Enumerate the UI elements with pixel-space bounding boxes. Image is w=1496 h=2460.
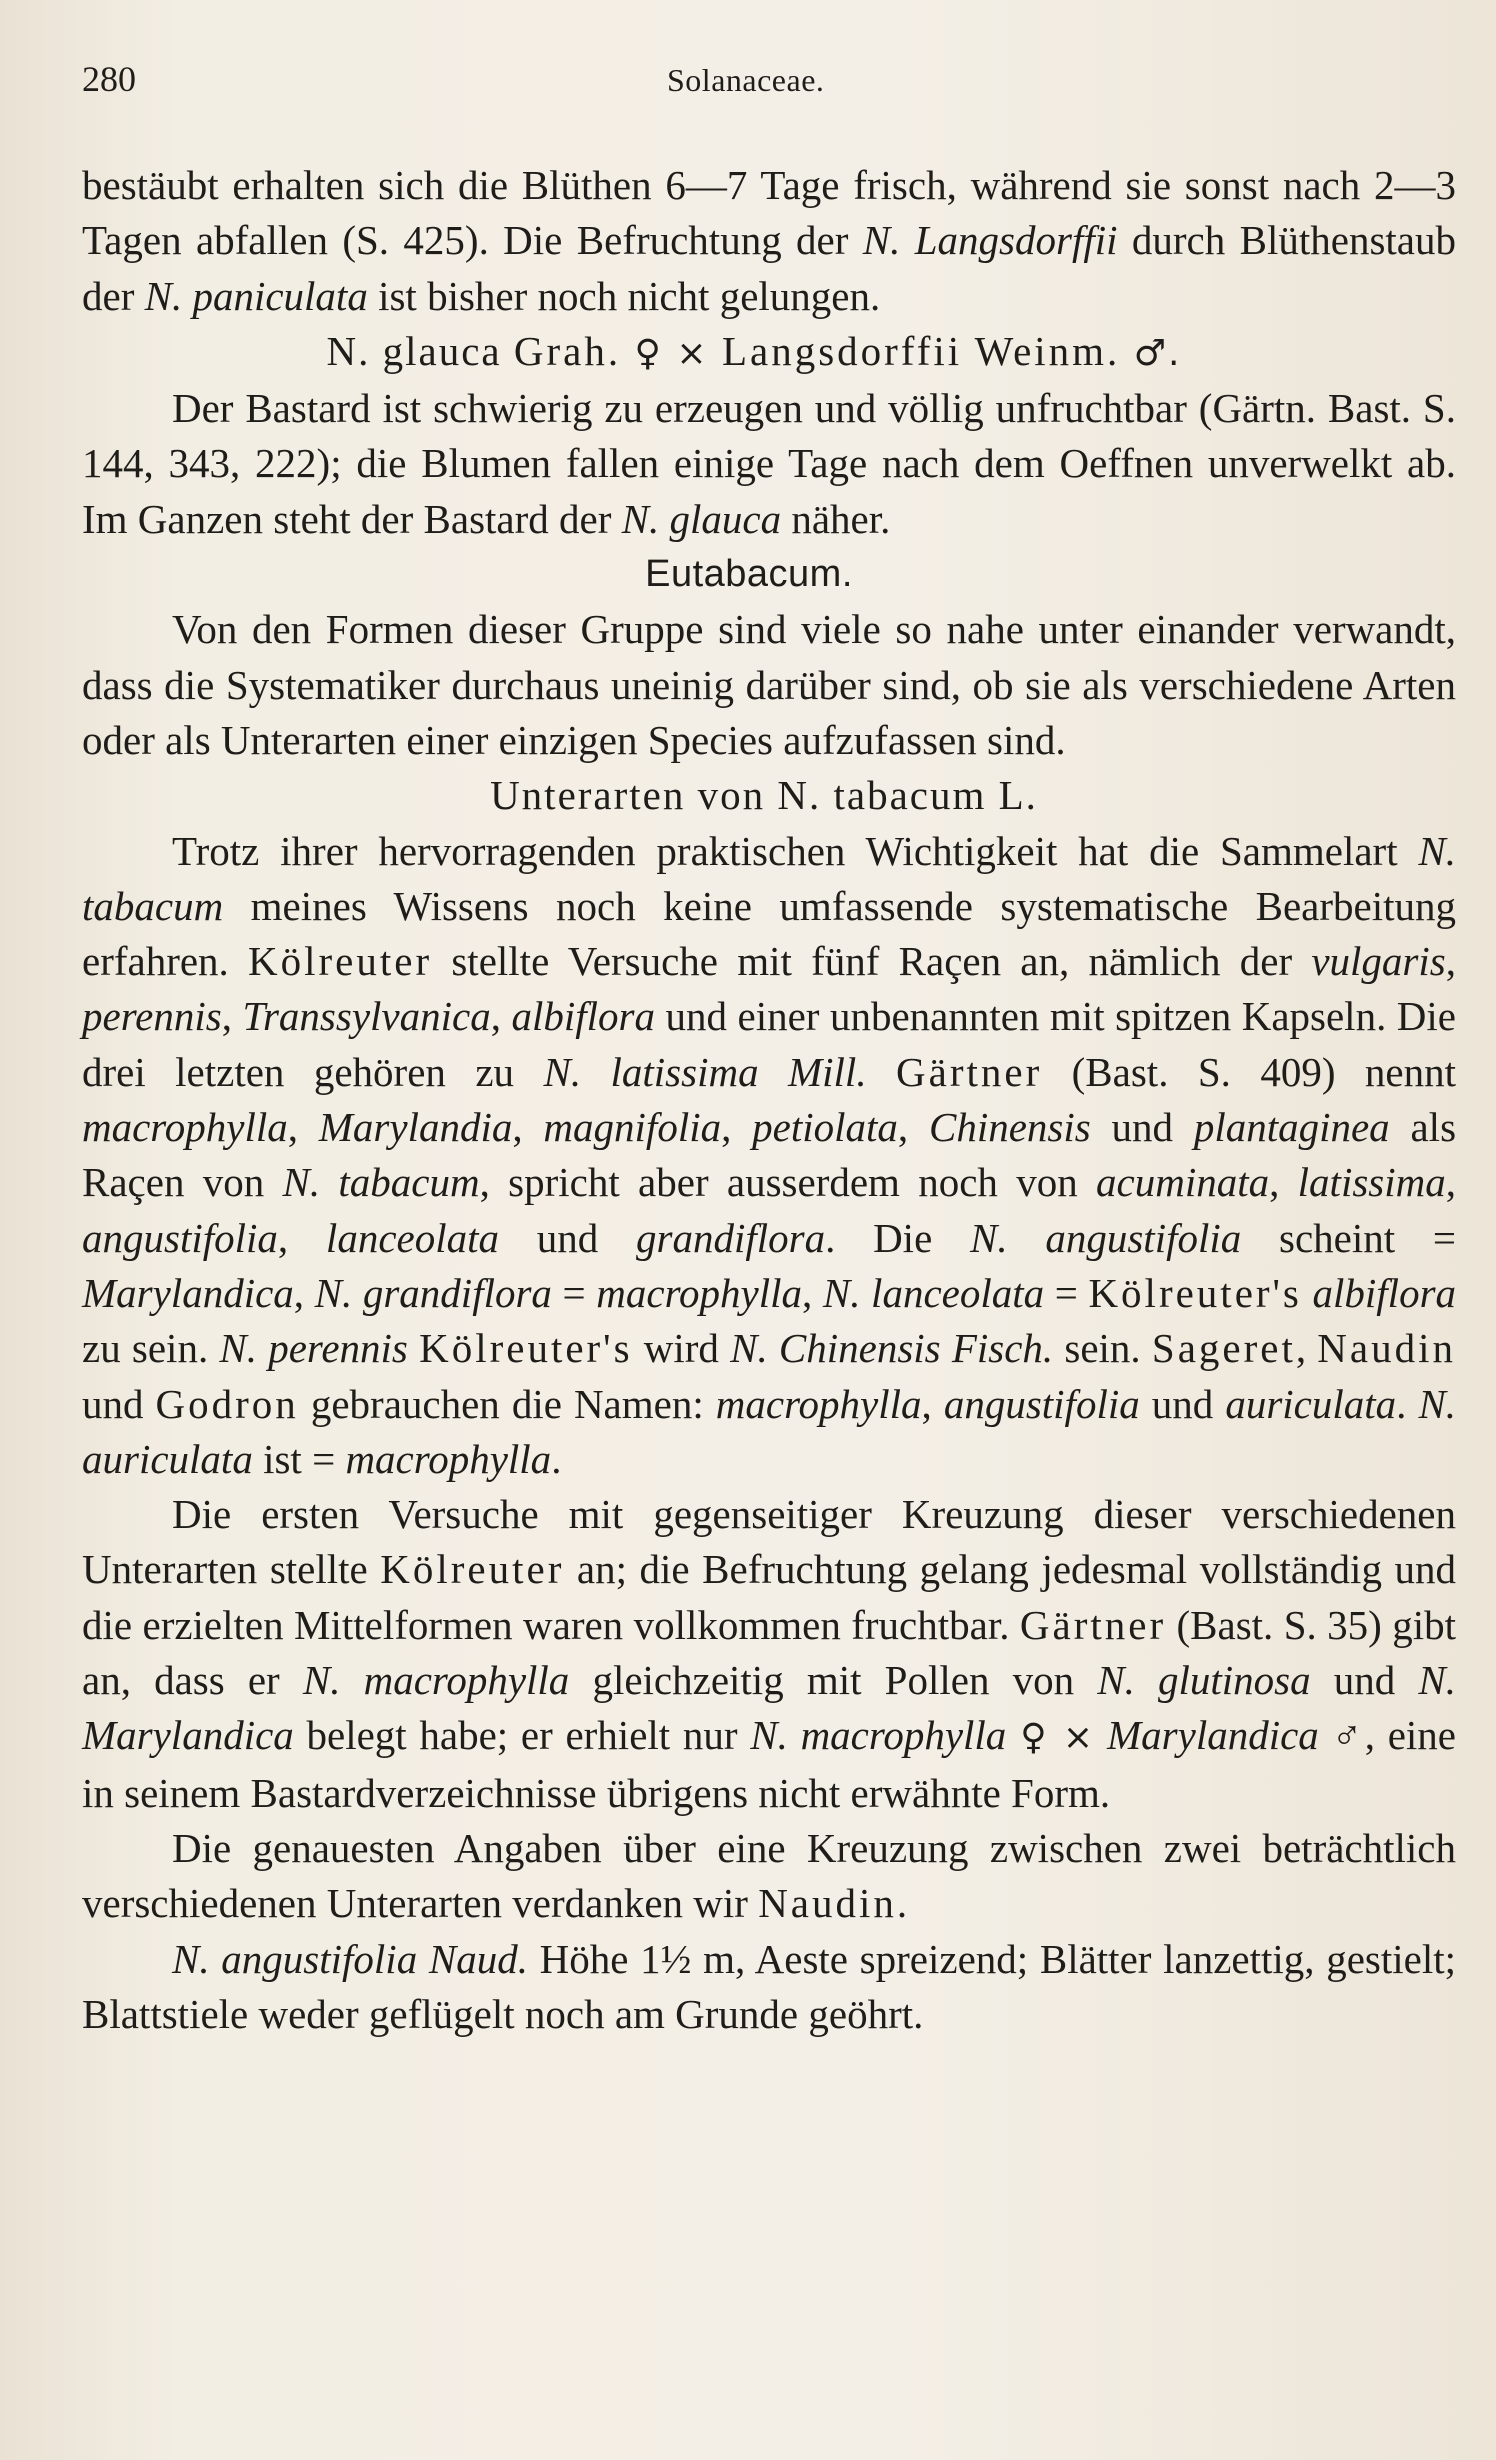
text bbox=[408, 1325, 419, 1371]
variety-name: angustifolia bbox=[943, 1380, 1140, 1427]
paragraph-eutabacum: Von den Formen dieser Gruppe sind viele so nahe unter einander verwandt, dass die Systematiker durchaus uneinig darüber sind, ob sie als verschiedene Arten oder als Unterarten einer einzigen Species aufzufassen sind. bbox=[82, 606, 1456, 763]
text: meines Wissens noch keine umfassende systematische Bearbeitung erfahren. bbox=[82, 882, 1456, 985]
text: . bbox=[896, 1880, 908, 1927]
text: sein. bbox=[1053, 1325, 1152, 1372]
species-name: N. macrophylla bbox=[750, 1712, 1007, 1759]
author-name: Naudin bbox=[758, 1880, 897, 1927]
text: , bbox=[921, 1380, 944, 1427]
text: , bbox=[1445, 938, 1456, 985]
author-name: Kölreuter's bbox=[1088, 1269, 1302, 1316]
author-name: Gärtner bbox=[896, 1048, 1043, 1095]
cross-heading bbox=[82, 324, 1456, 381]
variety-name: magnifolia bbox=[543, 1104, 722, 1151]
variety-name: lanceolata bbox=[325, 1214, 499, 1261]
text: N. glauca bbox=[326, 327, 514, 374]
text: an; die Befruchtung gelang jedesmal vollständig und die erzielten Mittelformen waren vollkommen fruchtbar. bbox=[82, 1546, 1456, 1648]
text: = bbox=[551, 1269, 597, 1316]
text: , spricht aber ausserdem noch von bbox=[479, 1159, 1097, 1206]
species-name: N. tabacum bbox=[82, 827, 1456, 929]
variety-name: vulgaris bbox=[1311, 938, 1446, 985]
species-name: N. Marylandica bbox=[82, 1657, 1457, 1759]
text: wird bbox=[632, 1325, 731, 1372]
species-author: Langsdorffii Weinm. bbox=[721, 327, 1121, 374]
author-name: Gärtner bbox=[1019, 1601, 1167, 1648]
variety-name: macrophylla bbox=[596, 1269, 802, 1316]
variety-name: perennis bbox=[82, 993, 222, 1040]
species-name: N. glauca bbox=[621, 495, 782, 542]
text: (Bast. S. 35) gibt an, dass er bbox=[82, 1601, 1456, 1704]
paragraph-kreuzung bbox=[82, 1487, 1456, 1821]
text: = bbox=[1044, 1269, 1089, 1316]
variety-name: macrophylla bbox=[82, 1104, 288, 1151]
male-symbol: ♂. bbox=[1120, 332, 1182, 374]
cross-symbol: ♀ × bbox=[621, 332, 722, 374]
text: scheint = bbox=[1241, 1214, 1457, 1261]
variety-name: macrophylla bbox=[345, 1435, 552, 1482]
species-name: N. grandiflora bbox=[314, 1269, 552, 1316]
text: bestäubt erhalten sich die Blüthen 6—7 Tage frisch, während sie sonst nach 2—3 Tagen abfallen (S. 425). Die Befruchtung der bbox=[82, 162, 1456, 264]
text: belegt habe; er erhielt nur bbox=[293, 1712, 751, 1759]
text: , bbox=[1295, 1325, 1318, 1372]
paragraph-continuation bbox=[82, 158, 1456, 324]
text bbox=[1302, 1270, 1313, 1316]
species-name: N. latissima Mill. bbox=[543, 1048, 867, 1095]
variety-name: Marylandica bbox=[1107, 1712, 1319, 1759]
author-name: Sageret bbox=[1151, 1325, 1296, 1372]
variety-name: latissima bbox=[1297, 1159, 1446, 1206]
author-name: Grah. bbox=[513, 327, 622, 374]
text: zu sein. bbox=[82, 1325, 220, 1372]
author-name: Kölreuter bbox=[380, 1546, 565, 1593]
variety-name: macrophylla bbox=[715, 1380, 922, 1427]
text: , bbox=[277, 1214, 326, 1261]
text: , bbox=[293, 1269, 315, 1316]
species-name: N. Chinensis Fisch. bbox=[730, 1325, 1054, 1372]
text: und bbox=[1139, 1380, 1226, 1427]
section-heading-unterarten: Unterarten von N. tabacum L. bbox=[490, 772, 1038, 819]
species-name: N. angustifolia Naud. bbox=[172, 1935, 528, 1982]
section-heading-eutabacum: Eutabacum. bbox=[645, 553, 853, 596]
text: und bbox=[1310, 1657, 1419, 1704]
text: , bbox=[490, 993, 512, 1040]
text: gleichzeitig mit Pollen von bbox=[569, 1657, 1098, 1704]
variety-name: Chinensis bbox=[928, 1104, 1091, 1151]
cross-symbol: ♀ × bbox=[1006, 1717, 1108, 1759]
text: ♂, eine in seinem Bastardverzeichnisse übrigens nicht erwähnte Form. bbox=[82, 1712, 1456, 1816]
author-name: Kölreuter bbox=[248, 938, 433, 985]
variety-name: albiflora bbox=[1312, 1269, 1457, 1316]
variety-name: Marylandica bbox=[82, 1269, 294, 1316]
species-name: N. lanceolata bbox=[822, 1269, 1045, 1316]
text: . bbox=[551, 1435, 562, 1482]
species-name: N. angustifolia bbox=[970, 1214, 1242, 1261]
paragraph-bastard bbox=[82, 381, 1456, 547]
text: durch Blüthenstaub der bbox=[82, 217, 1456, 319]
variety-name: auriculata bbox=[1225, 1380, 1397, 1427]
variety-name: Transsylvanica bbox=[242, 993, 491, 1040]
text: näher. bbox=[781, 495, 891, 542]
species-name: N. perennis bbox=[219, 1325, 408, 1372]
paragraph-angustifolia bbox=[82, 1932, 1456, 2043]
page-header bbox=[82, 58, 1456, 118]
text: stellte Versuche mit fünf Raçen an, nämlich der bbox=[432, 938, 1312, 985]
variety-name: acuminata bbox=[1096, 1159, 1270, 1206]
text: , bbox=[221, 993, 243, 1040]
text: , bbox=[1269, 1159, 1298, 1206]
text: Der Bastard ist schwierig zu erzeugen und völlig unfruchtbar (Gärtn. Bast. S. 144, 343, 222); die Blumen fallen einige Tage nach dem Oeffnen unverwelkt ab. Im Ganzen steht der Bastard der bbox=[82, 385, 1456, 542]
text: , bbox=[1445, 1159, 1456, 1206]
species-name: N. tabacum bbox=[282, 1159, 480, 1206]
text: ist bisher noch nicht gelungen. bbox=[367, 272, 881, 319]
text: (Bast. S. 409) nennt bbox=[1042, 1048, 1457, 1095]
species-name: N. auriculata bbox=[82, 1380, 1457, 1482]
text: . Die bbox=[825, 1214, 971, 1261]
author-name: Naudin bbox=[1317, 1325, 1456, 1372]
variety-name: grandiflora bbox=[635, 1214, 826, 1261]
text: Trotz ihrer hervorragenden praktischen Wichtigkeit hat die Sammelart bbox=[172, 827, 1419, 874]
text: , bbox=[287, 1104, 319, 1151]
variety-name: Marylandia bbox=[318, 1104, 513, 1151]
text bbox=[867, 1049, 896, 1095]
text: , bbox=[897, 1104, 929, 1151]
text: gebrauchen die Namen: bbox=[298, 1380, 716, 1427]
paragraph-unterarten bbox=[82, 824, 1456, 1488]
running-head: Solanaceae. bbox=[667, 62, 825, 98]
paragraph-naudin bbox=[82, 1821, 1456, 1932]
text: und bbox=[499, 1214, 636, 1261]
text: , bbox=[721, 1104, 753, 1151]
text: ist = bbox=[252, 1435, 346, 1482]
variety-name: albiflora bbox=[511, 993, 656, 1040]
text: und bbox=[1090, 1104, 1194, 1151]
text: Die genauesten Angaben über eine Kreuzung zwischen zwei beträchtlich verschiedenen Unterarten verdanken wir bbox=[82, 1824, 1456, 1927]
species-name: N. paniculata bbox=[144, 272, 368, 319]
text: als Raçen von bbox=[82, 1104, 1457, 1206]
variety-name: angustifolia bbox=[82, 1214, 278, 1261]
species-name: N. glutinosa bbox=[1097, 1657, 1311, 1704]
body-text bbox=[82, 158, 1456, 2042]
text: und einer unbenannten mit spitzen Kapseln. Die drei letzten gehören zu bbox=[82, 993, 1457, 1095]
species-name: N. macrophylla bbox=[302, 1657, 570, 1704]
species-name: N. Langsdorffii bbox=[862, 217, 1118, 264]
text: , bbox=[512, 1104, 544, 1151]
text: Die ersten Versuche mit gegenseitiger Kreuzung dieser verschiedenen Unterarten stellte bbox=[82, 1491, 1456, 1593]
variety-name: plantaginea bbox=[1193, 1104, 1390, 1151]
text: . bbox=[1396, 1380, 1419, 1427]
text: und bbox=[82, 1380, 156, 1427]
text: , bbox=[802, 1269, 823, 1316]
text: Höhe 1½ m, Aeste spreizend; Blätter lanzettig, gestielt; Blattstiele weder geflügelt noch am Grunde geöhrt. bbox=[82, 1935, 1457, 2037]
variety-name: petiolata bbox=[752, 1104, 898, 1151]
page-number: 280 bbox=[82, 59, 136, 99]
author-name: Kölreuter's bbox=[419, 1325, 633, 1372]
author-name: Godron bbox=[155, 1380, 299, 1427]
